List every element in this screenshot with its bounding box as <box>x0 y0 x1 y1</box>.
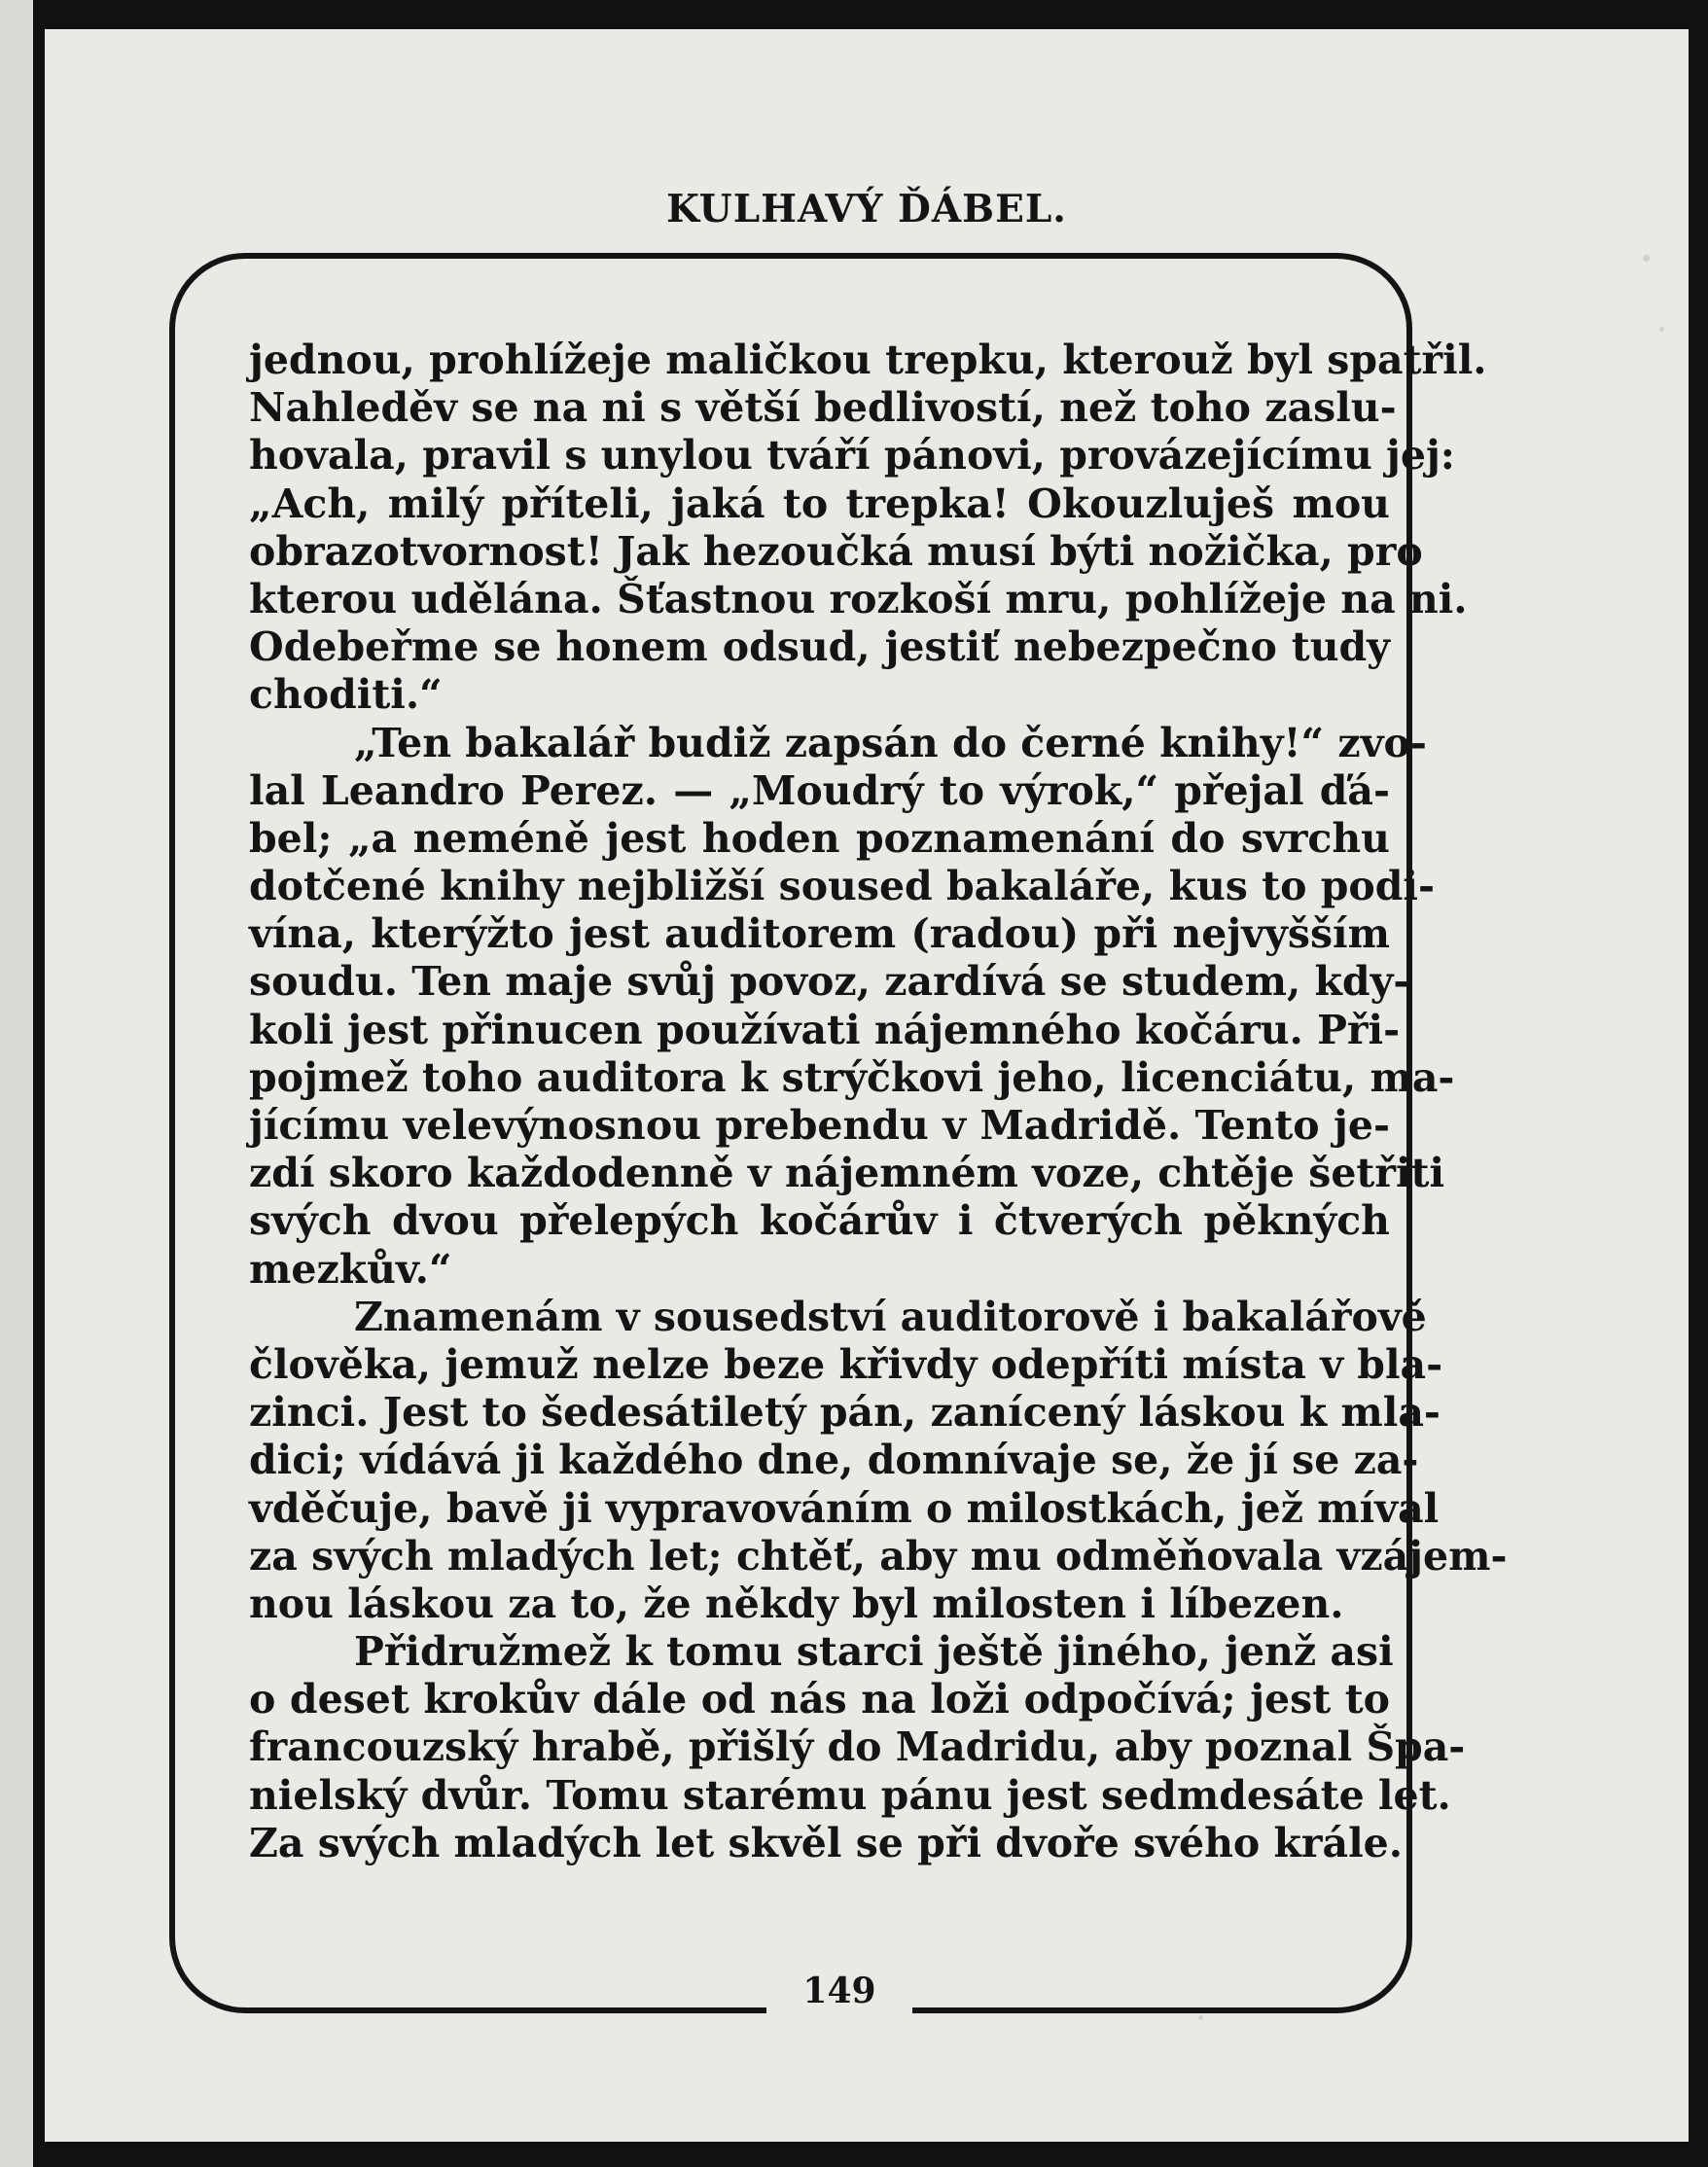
text-line: o deset krokův dále od nás na loži odpočívá; jest to <box>249 1676 1390 1723</box>
text-line: bel; „a neméně jest hoden poznamenání do svrchu <box>249 814 1390 862</box>
text-line: Přidružmež k tomu starci ještě jiného, jenž asi <box>354 1628 1394 1676</box>
text-line: vína, kterýžto jest auditorem (radou) při nejvyšším <box>249 910 1390 958</box>
text-line: zdí skoro každodenně v nájemném voze, chtěje šetřiti <box>249 1150 1445 1197</box>
dust-speck <box>1659 327 1664 332</box>
text-line: hovala, pravil s unylou tváří pánovi, provázejícímu jej: <box>249 432 1455 480</box>
text-line: nou láskou za to, že někdy byl milosten i líbezen. <box>249 1580 1344 1627</box>
text-line: soudu. Ten maje svůj povoz, zardívá se studem, kdy- <box>249 958 1410 1006</box>
text-line: obrazotvornost! Jak hezoučká musí býti nožička, pro <box>249 527 1423 575</box>
text-line: Znamenám v sousedství auditorově i bakalářově <box>354 1293 1427 1340</box>
text-line: lal Leandro Perez. — „Moudrý to výrok,“ přejal ďá- <box>249 766 1390 814</box>
page-number: 149 <box>802 1971 876 2011</box>
text-line: kterou udělána. Šťastnou rozkoší mru, pohlížeje na ni. <box>249 575 1468 622</box>
text-line: vděčuje, bavě ji vypravováním o milostkách, jež míval <box>249 1484 1440 1532</box>
text-line: „Ach, milý příteli, jaká to trepka! Okouzluješ mou <box>249 480 1390 527</box>
book-page <box>45 29 1689 2142</box>
text-line: „Ten bakalář budiž zapsán do černé knihy!“ zvo- <box>354 719 1427 766</box>
text-line: koli jest přinucen používati nájemného kočáru. Při- <box>249 1006 1401 1053</box>
text-line: jednou, prohlížeje maličkou trepku, kterouž byl spatřil. <box>249 337 1487 383</box>
text-line: člověka, jemuž nelze beze křivdy odepříti místa v bla- <box>249 1340 1443 1388</box>
text-line: jícímu velevýnosnou prebendu v Madridě. Tento je- <box>249 1102 1390 1149</box>
text-line: dici; vídává ji každého dne, domnívaje se, že jí se za- <box>249 1437 1419 1484</box>
text-line: Nahleděv se na ni s větší bedlivostí, než toho zaslu- <box>249 384 1397 432</box>
text-line: svých dvou přelepých kočárův i čtverých pěkných <box>249 1197 1390 1245</box>
previous-page-edge <box>0 0 33 2167</box>
body-text <box>249 337 1508 1867</box>
dust-speck <box>1643 255 1650 262</box>
dust-speck <box>1198 2015 1203 2020</box>
text-line: choditi.“ <box>249 671 443 719</box>
text-line: zinci. Jest to šedesátiletý pán, zanícený láskou k mla- <box>249 1389 1441 1437</box>
text-line: za svých mladých let; chtěť, aby mu odměňovala vzájem- <box>249 1532 1508 1580</box>
running-head: KULHAVÝ ĎÁBEL. <box>666 187 1067 231</box>
text-line: Odebeřme se honem odsud, jestiť nebezpečno tudy <box>249 623 1390 671</box>
text-line: dotčené knihy nejbližší soused bakaláře, kus to podi- <box>249 863 1435 910</box>
text-line: mezkův.“ <box>249 1245 452 1293</box>
text-line: pojmež toho auditora k strýčkovi jeho, licenciátu, ma- <box>249 1053 1455 1101</box>
text-line: nielský dvůr. Tomu starému pánu jest sedmdesáte let. <box>249 1771 1451 1819</box>
text-line: francouzský hrabě, přišlý do Madridu, aby poznal Špa- <box>249 1723 1466 1771</box>
text-line: Za svých mladých let skvěl se při dvoře svého krále. <box>249 1819 1404 1866</box>
